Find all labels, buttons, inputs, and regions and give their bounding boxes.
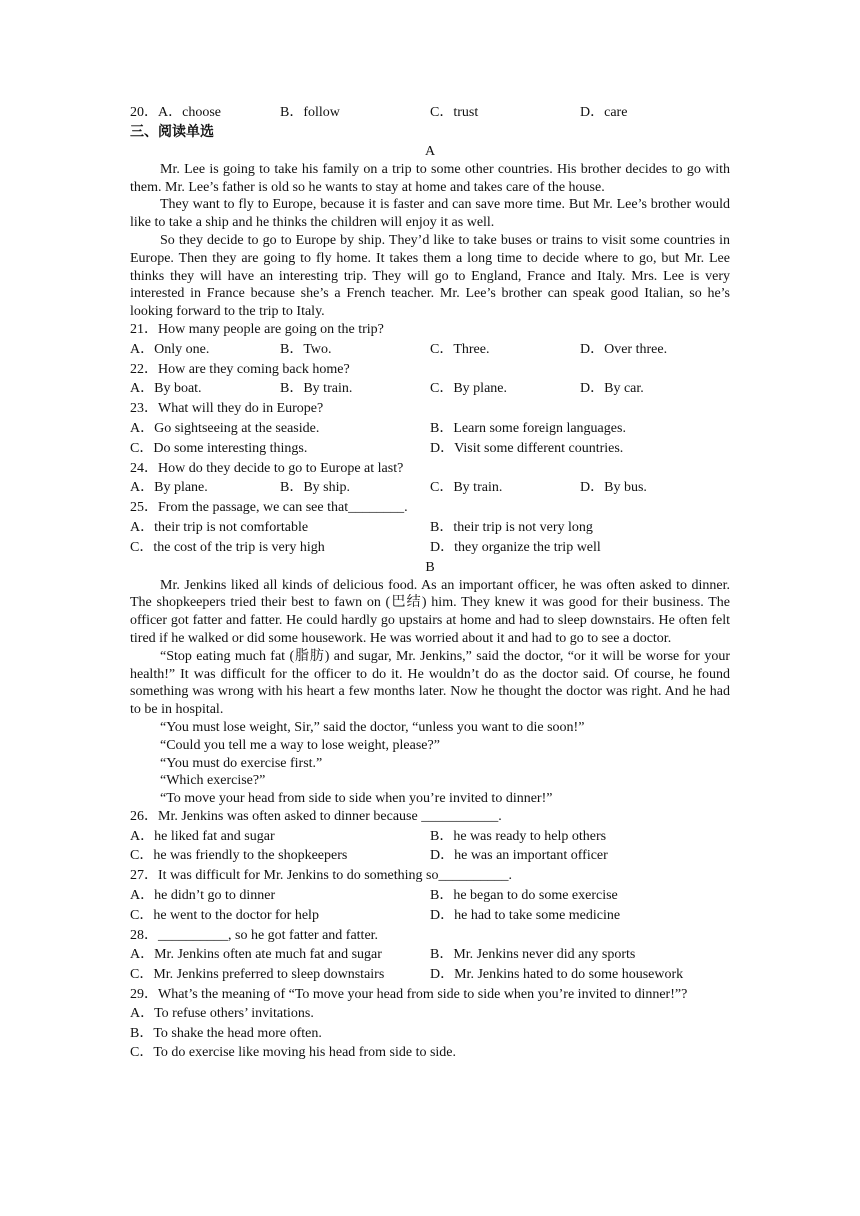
passage-b-paragraph: “Stop eating much fat (脂肪) and sugar, Mr. Jenkins,” said the doctor, “or it will be worse for your health!” It was difficult for the officer to do it. He wouldn’t do as the doctor said. Of course, he found something was wrong with his heart a few months later. Now he thought the doctor was right. And he had to be in hospital. [130, 648, 730, 718]
option-b: B．Mr. Jenkins never did any sports [430, 947, 636, 963]
q20-option-c: C．trust [430, 105, 479, 120]
passage-b-title: B [425, 559, 435, 575]
question-20-options [130, 104, 730, 124]
question-26-stem: 26．Mr. Jenkins was often asked to dinner because ___________. [130, 808, 502, 824]
option-a: A．he liked fat and sugar [130, 828, 275, 844]
option-a: A．To refuse others’ invitations. [130, 1005, 314, 1021]
question-27-options-row1 [130, 887, 730, 907]
passage-b-paragraph: Mr. Jenkins liked all kinds of delicious food. As an important officer, he was often asked to dinner. The shopkeepers tried their best to fawn on (巴结) him. They knew it was good for their business. The officer got fatter and fatter. He could hardly go upstairs at home and had to sleep downstairs. He often felt tired if he walked or did some housework. He was worried about it and had to go to see a doctor. [130, 577, 730, 646]
question-21-stem: 21．How many people are going on the trip? [130, 321, 384, 337]
option-c: C．To do exercise like moving his head from side to side. [130, 1045, 457, 1061]
option-a: A．By plane. [130, 480, 208, 496]
option-c: C．By train. [430, 480, 503, 496]
passage-a-paragraph: They want to fly to Europe, because it is faster and can save more time. But Mr. Lee’s brother would like to take a ship and he thinks the children will enjoy it as well. [130, 197, 730, 231]
question-29-stem: 29．What’s the meaning of “To move your head from side to side when you’re invited to dinner!”? [130, 987, 688, 1003]
question-22-stem: 22．How are they coming back home? [130, 361, 350, 377]
option-b: B．By train. [280, 381, 353, 397]
dialogue-line: “Could you tell me a way to lose weight, please?” [160, 737, 440, 753]
document-content [130, 104, 730, 1064]
option-a: A．their trip is not comfortable [130, 519, 309, 535]
question-25-options-row1 [130, 519, 730, 539]
option-a: A．Only one. [130, 341, 210, 357]
option-a: A．he didn’t go to dinner [130, 888, 276, 904]
question-27-stem: 27．It was difficult for Mr. Jenkins to do something so__________. [130, 868, 512, 884]
option-d: D．they organize the trip well [430, 539, 601, 555]
q20-option-a [130, 104, 221, 122]
question-28-stem: 28．__________, so he got fatter and fatter. [130, 927, 379, 943]
q20-option-d: D．care [580, 105, 628, 120]
q20-option-b: B．follow [280, 105, 340, 120]
option-a: A．By boat. [130, 381, 202, 397]
question-25-stem: 25．From the passage, we can see that________. [130, 500, 408, 516]
option-b: B．Two. [280, 341, 332, 357]
option-c: C．Mr. Jenkins preferred to sleep downstairs [130, 967, 385, 983]
option-a: A．Mr. Jenkins often ate much fat and sugar [130, 947, 382, 963]
option-b: B．he was ready to help others [430, 828, 607, 844]
dialogue-line: “You must lose weight, Sir,” said the doctor, “unless you want to die soon!” [160, 719, 585, 735]
option-c: C．he was friendly to the shopkeepers [130, 848, 348, 864]
option-c: C．he went to the doctor for help [130, 907, 319, 923]
question-24-stem: 24．How do they decide to go to Europe at last? [130, 460, 404, 476]
question-23-options-row2 [130, 440, 730, 460]
option-d: D．Visit some different countries. [430, 440, 624, 456]
question-27-options-row2 [130, 907, 730, 927]
question-25-options-row2 [130, 539, 730, 559]
option-b: B．he began to do some exercise [430, 888, 618, 904]
dialogue-line: “You must do exercise first.” [160, 755, 323, 771]
question-22-options [130, 380, 730, 400]
question-23-options-row1 [130, 420, 730, 440]
option-c: C．Do some interesting things. [130, 440, 308, 456]
question-28-options-row1 [130, 946, 730, 966]
option-d: D．Over three. [580, 341, 668, 357]
option-a: A．Go sightseeing at the seaside. [130, 420, 320, 436]
option-b: B．By ship. [280, 480, 351, 496]
option-c: C．Three. [430, 341, 490, 357]
dialogue-line: “Which exercise?” [160, 773, 266, 789]
question-23-stem: 23．What will they do in Europe? [130, 401, 324, 417]
passage-a-title: A [424, 143, 436, 159]
question-21-options [130, 341, 730, 361]
passage-a-paragraph: Mr. Lee is going to take his family on a trip to some other countries. His brother decides to go with them. Mr. Lee’s father is old so he wants to stay at home and takes care of the house. [130, 161, 730, 195]
option-c: C．By plane. [430, 381, 507, 397]
q20-option-a-text: A．choose [158, 105, 221, 120]
passage-a-paragraph: So they decide to go to Europe by ship. They’d like to take buses or trains to visit some countries in Europe. Then they are going to fly home. It takes them a long time to decide where to go, but Mr. Lee thinks they will have an interesting trip. They will go to England, France and Italy. Mrs. Lee is very interested in France because she’s a French teacher. Mr. Lee’s brother can speak good Italian, so he’s looking forward to the trip to Italy. [130, 232, 730, 320]
question-26-options-row2 [130, 847, 730, 867]
option-d: D．he had to take some medicine [430, 907, 621, 923]
option-b: B．To shake the head more often. [130, 1025, 322, 1041]
option-b: B．their trip is not very long [430, 519, 593, 535]
option-b: B．Learn some foreign languages. [430, 420, 626, 436]
section-title: 三、阅读单选 [130, 124, 214, 140]
option-d: D．By car. [580, 381, 644, 397]
question-28-options-row2 [130, 966, 730, 986]
question-24-options [130, 479, 730, 499]
option-c: C．the cost of the trip is very high [130, 539, 325, 555]
q20-number: 20． [130, 105, 158, 120]
option-d: D．he was an important officer [430, 848, 608, 864]
option-d: D．By bus. [580, 480, 647, 496]
option-d: D．Mr. Jenkins hated to do some housework [430, 967, 684, 983]
dialogue-line: “To move your head from side to side when you’re invited to dinner!” [160, 791, 553, 807]
question-26-options-row1 [130, 828, 730, 848]
